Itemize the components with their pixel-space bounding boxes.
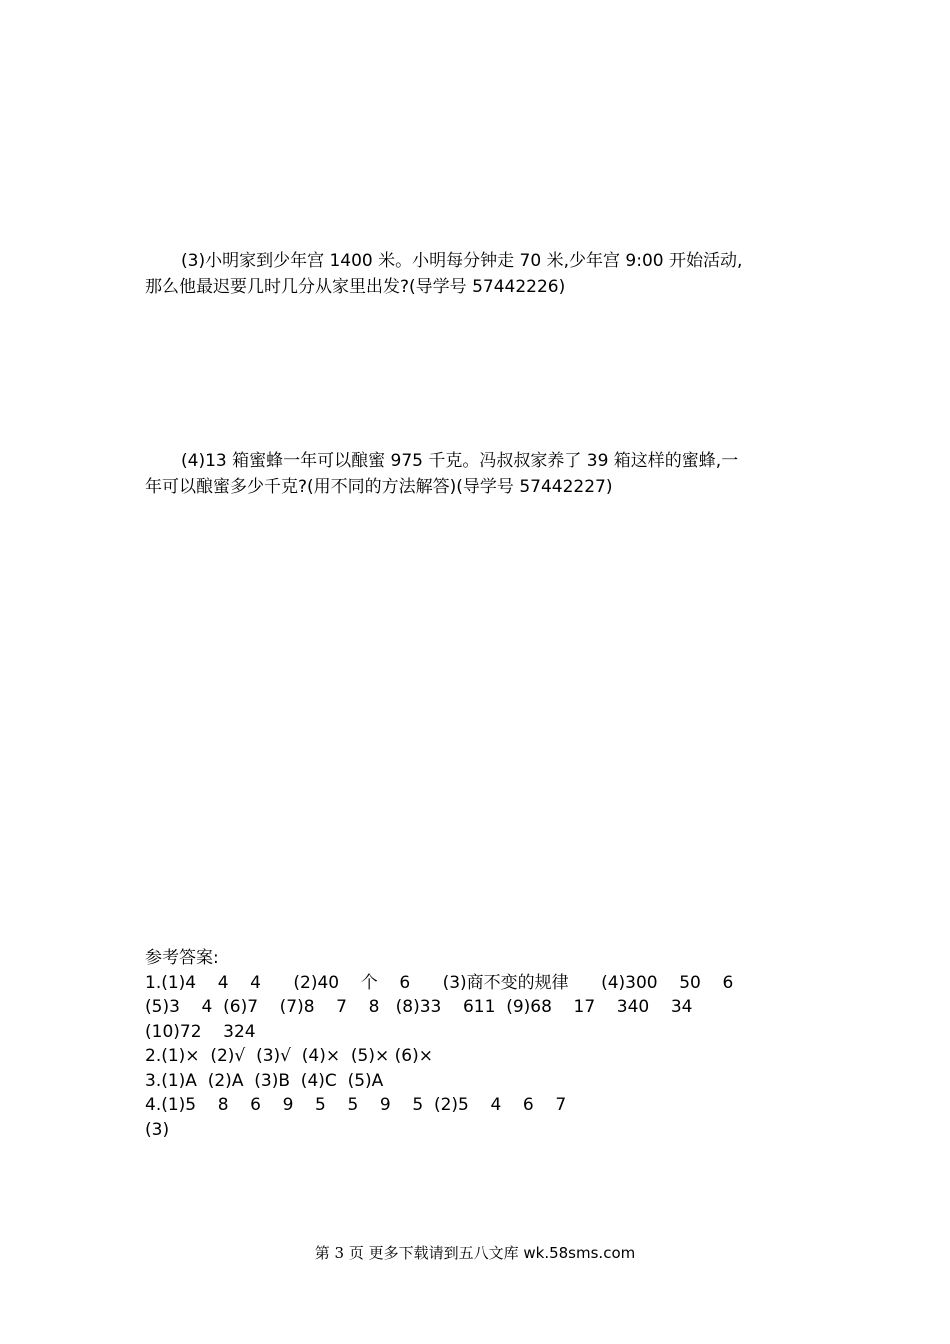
question-3-text: 那么他最迟要几时几分从家里出发? bbox=[145, 277, 410, 297]
answer-key bbox=[145, 946, 805, 1142]
question-4-text: 年可以酿蜜多少千克?(用不同的方法解答) bbox=[145, 477, 457, 497]
page-footer bbox=[0, 1242, 950, 1264]
answer-line-2: (5)3 4 (6)7 (7)8 7 8 (8)33 611 (9)68 17 340 34 bbox=[145, 997, 693, 1017]
footer-page-text: 第 3 页 更多下载请到五八文库 bbox=[314, 1244, 524, 1262]
question-3-line-2 bbox=[145, 274, 805, 300]
question-4-line-1: (4)13 箱蜜蜂一年可以酿蜜 975 千克。冯叔叔家养了 39 箱这样的蜜蜂,一 bbox=[181, 451, 739, 471]
answer-line-1: 1.(1)4 4 4 (2)40 个 6 (3)商不变的规律 (4)300 50 6 bbox=[145, 972, 734, 993]
answer-line-5: 3.(1)A (2)A (3)B (4)C (5)A bbox=[145, 1070, 384, 1091]
answer-heading: 参考答案: bbox=[145, 948, 219, 968]
question-3-line-1: (3)小明家到少年宫 1400 米。小明每分钟走 70 米,少年宫 9:00 开始活动, bbox=[181, 251, 743, 271]
answer-line-6: 4.(1)5 8 6 9 5 5 9 5 (2)5 4 6 7 bbox=[145, 1095, 567, 1115]
question-3 bbox=[145, 248, 805, 300]
answer-line-7: (3) bbox=[145, 1119, 170, 1140]
question-3-ref: (导学号 57442226) bbox=[409, 277, 566, 297]
question-4 bbox=[145, 448, 805, 500]
question-4-ref: (导学号 57442227) bbox=[456, 477, 613, 497]
answer-line-4: 2.(1)× (2)√ (3)√ (4)× (5)× (6)× bbox=[145, 1046, 433, 1066]
answer-line-3: (10)72 324 bbox=[145, 1021, 256, 1042]
question-4-line-2 bbox=[145, 474, 805, 500]
footer-url[interactable]: wk.58sms.com bbox=[523, 1244, 636, 1262]
